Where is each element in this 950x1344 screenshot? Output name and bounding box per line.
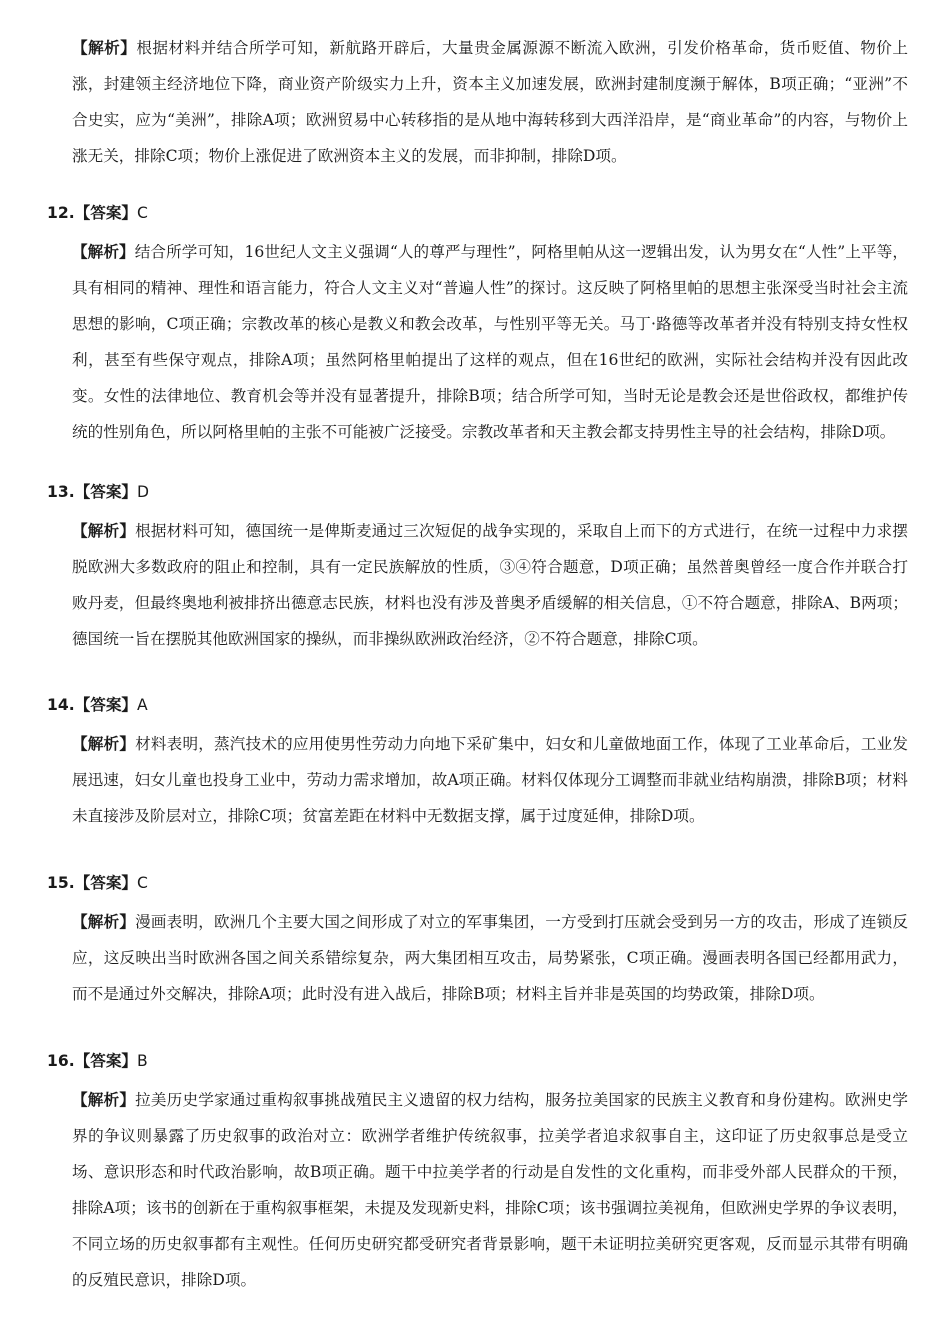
answer-value: B <box>137 1052 148 1070</box>
analysis-text: 根据材料并结合所学可知，新航路开辟后，大量贵金属源源不断流入欧洲，引发价格革命，货币贬值、物价上涨，封建领主经济地位下降，商业资产阶级实力上升，资本主义加速发展，欧洲封建制度濒于解体，B项正确；“亚洲”不合史实，应为“美洲”，排除A项；欧洲贸易中心转移指的是从地中海转移到大西洋沿岸，是“商业革命”的内容，与物价上涨无关，排除C项；物价上涨促进了欧洲资本主义的发展，而非抑制，排除D项。 <box>72 39 908 165</box>
analysis-label: 【解析】 <box>72 522 136 540</box>
analysis-label: 【解析】 <box>72 39 137 57</box>
answer-line-15 <box>47 865 907 901</box>
analysis-label: 【解析】 <box>72 1091 136 1109</box>
answer-label: 【答案】 <box>74 204 138 222</box>
answer-label: 【答案】 <box>74 483 138 501</box>
question-number: 14. <box>47 696 75 714</box>
analysis-paragraph-13 <box>72 513 908 657</box>
analysis-label: 【解析】 <box>72 913 136 931</box>
analysis-text: 漫画表明，欧洲几个主要大国之间形成了对立的军事集团，一方受到打压就会受到另一方的攻击，形成了连锁反应，这反映出当时欧洲各国之间关系错综复杂，两大集团相互攻击，局势紧张，C项正确。漫画表明各国已经都用武力，而不是通过外交解决，排除A项；此时没有进入战后，排除B项；材料主旨并非是英国的均势政策，排除D项。 <box>72 913 908 1003</box>
answer-line-14 <box>47 687 907 723</box>
analysis-text: 结合所学可知，16世纪人文主义强调“人的尊严与理性”，阿格里帕从这一逻辑出发，认为男女在“人性”上平等，具有相同的精神、理性和语言能力，符合人文主义对“普遍人性”的探讨。这反映了阿格里帕的思想主张深受当时社会主流思想的影响，C项正确；宗教改革的核心是教义和教会改革，与性别平等无关。马丁·路德等改革者并没有特别支持女性权利，甚至有些保守观点，排除A项；虽然阿格里帕提出了这样的观点，但在16世纪的欧洲，实际社会结构并没有因此改变。女性的法律地位、教育机会等并没有显著提升，排除B项；结合所学可知，当时无论是教会还是世俗政权，都维护传统的性别角色，所以阿格里帕的主张不可能被广泛接受。宗教改革者和天主教会都支持男性主导的社会结构，排除D项。 <box>72 243 908 441</box>
answer-value: A <box>137 696 148 714</box>
question-number: 16. <box>47 1052 75 1070</box>
analysis-label: 【解析】 <box>72 735 136 753</box>
answer-line-12 <box>47 195 907 231</box>
answer-label: 【答案】 <box>74 696 138 714</box>
question-number: 12. <box>47 204 75 222</box>
analysis-text: 材料表明，蒸汽技术的应用使男性劳动力向地下采矿集中，妇女和儿童做地面工作，体现了工业革命后，工业发展迅速，妇女儿童也投身工业中，劳动力需求增加，故A项正确。材料仅体现分工调整而非就业结构崩溃，排除B项；材料未直接涉及阶层对立，排除C项；贫富差距在材料中无数据支撑，属于过度延伸，排除D项。 <box>72 735 908 825</box>
analysis-label: 【解析】 <box>72 243 135 261</box>
analysis-paragraph-15 <box>72 904 908 1012</box>
answer-line-16 <box>47 1043 907 1079</box>
question-number: 15. <box>47 874 75 892</box>
analysis-text: 拉美历史学家通过重构叙事挑战殖民主义遗留的权力结构，服务拉美国家的民族主义教育和身份建构。欧洲史学界的争议则暴露了历史叙事的政治对立：欧洲学者维护传统叙事，拉美学者追求叙事自主，这印证了历史叙事总是受立场、意识形态和时代政治影响，故B项正确。题干中拉美学者的行动是自发性的文化重构，而非受外部人民群众的干预，排除A项；该书的创新在于重构叙事框架，未提及发现新史料，排除C项；该书强调拉美视角，但欧洲史学界的争议表明，不同立场的历史叙事都有主观性。任何历史研究都受研究者背景影响，题干未证明拉美研究更客观，反而显示其带有明确的反殖民意识，排除D项。 <box>72 1091 908 1289</box>
answer-value: C <box>137 204 148 222</box>
answer-label: 【答案】 <box>74 1052 138 1070</box>
analysis-paragraph-14 <box>72 726 908 834</box>
answer-line-13 <box>47 474 907 510</box>
analysis-paragraph-12 <box>72 234 908 450</box>
answer-value: D <box>137 483 150 501</box>
analysis-paragraph-16 <box>72 1082 908 1298</box>
analysis-paragraph-11 <box>72 30 908 174</box>
answer-label: 【答案】 <box>74 874 138 892</box>
answer-value: C <box>137 874 148 892</box>
question-number: 13. <box>47 483 75 501</box>
analysis-text: 根据材料可知，德国统一是俾斯麦通过三次短促的战争实现的，采取自上而下的方式进行，在统一过程中力求摆脱欧洲大多数政府的阻止和控制，具有一定民族解放的性质，③④符合题意，D项正确；虽然普奥曾经一度合作并联合打败丹麦，但最终奥地利被排挤出德意志民族，材料也没有涉及普奥矛盾缓解的相关信息，①不符合题意，排除A、B两项；德国统一旨在摆脱其他欧洲国家的操纵，而非操纵欧洲政治经济，②不符合题意，排除C项。 <box>72 522 908 648</box>
